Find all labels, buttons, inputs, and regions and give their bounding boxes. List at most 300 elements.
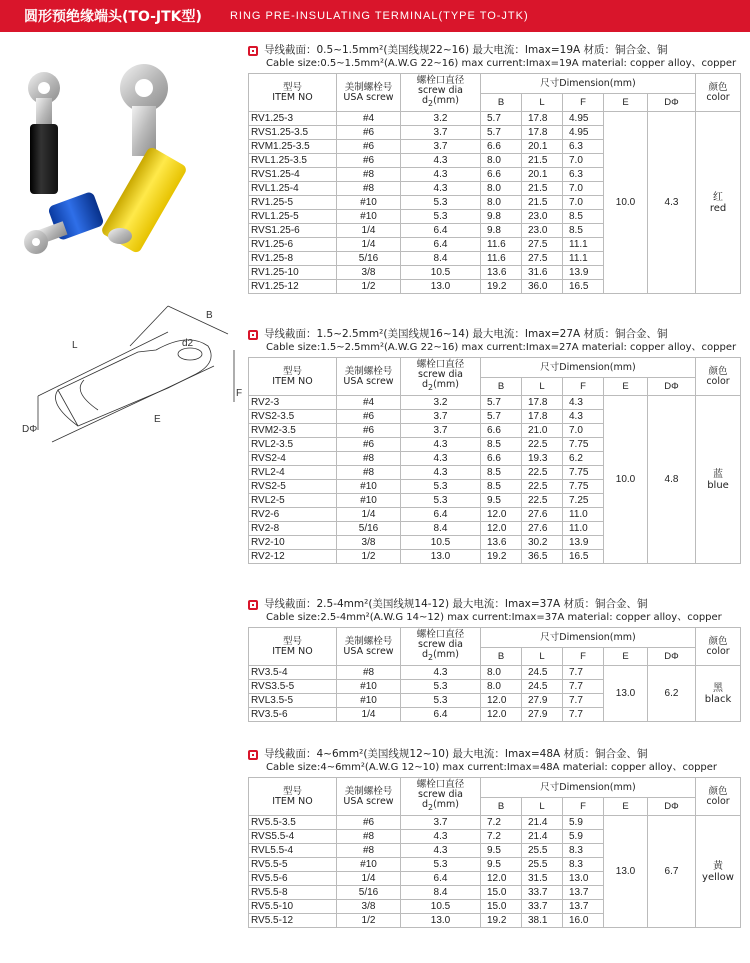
col-e-header: E — [604, 798, 648, 816]
cell-item-no: RV2-12 — [249, 550, 337, 564]
spec-table — [248, 627, 741, 722]
title-banner — [0, 0, 750, 32]
cell-screw-dia: 8.4 — [401, 886, 481, 900]
cell-dim-f: 7.25 — [563, 494, 604, 508]
col-item-header: 型号 ITEM NO — [249, 358, 337, 396]
cell-dim-l: 24.5 — [522, 666, 563, 680]
cell-dim-b: 7.2 — [481, 816, 522, 830]
cell-dim-b: 9.5 — [481, 844, 522, 858]
cell-dim-b: 8.0 — [481, 196, 522, 210]
cell-usa-screw: 5/16 — [337, 886, 401, 900]
col-d-header: DΦ — [648, 798, 696, 816]
cell-dim-f: 7.75 — [563, 480, 604, 494]
cell-dim-b: 8.0 — [481, 182, 522, 196]
cell-item-no: RV5.5-3.5 — [249, 816, 337, 830]
section-marker-icon — [248, 46, 258, 56]
col-b-header: B — [481, 648, 522, 666]
cell-screw-dia: 5.3 — [401, 210, 481, 224]
cell-dim-f: 7.0 — [563, 424, 604, 438]
cell-dim-f: 16.5 — [563, 280, 604, 294]
cell-screw-dia: 5.3 — [401, 680, 481, 694]
product-photo — [22, 58, 252, 263]
cell-dim-d: 4.3 — [648, 112, 696, 294]
col-item-header: 型号 ITEM NO — [249, 778, 337, 816]
cell-usa-screw: #6 — [337, 438, 401, 452]
cell-dim-f: 11.0 — [563, 508, 604, 522]
spec-line-cn: 导线截面：2.5-4mm²(美国线规14-12) 最大电流：Imax=37A 材质：铜合金、铜 — [264, 598, 648, 610]
cell-dim-b: 6.6 — [481, 424, 522, 438]
spec-section-1 — [248, 44, 740, 294]
cell-dim-l: 30.2 — [522, 536, 563, 550]
section-marker-icon — [248, 600, 258, 610]
cell-color — [696, 666, 741, 722]
cell-usa-screw: #8 — [337, 466, 401, 480]
cell-dim-l: 17.8 — [522, 410, 563, 424]
cell-usa-screw: #8 — [337, 666, 401, 680]
cell-dim-b: 5.7 — [481, 396, 522, 410]
spec-line-en: Cable size:4~6mm²(A.W.G 12~10) max current:Imax=48A material: copper alloy、copper — [266, 762, 718, 773]
cell-dim-l: 22.5 — [522, 466, 563, 480]
cell-dim-f: 16.5 — [563, 550, 604, 564]
col-l-header: L — [522, 798, 563, 816]
cell-dim-f: 7.7 — [563, 666, 604, 680]
cell-item-no: RVM1.25-3.5 — [249, 140, 337, 154]
title-en: RING PRE-INSULATING TERMINAL(TYPE TO-JTK) — [229, 10, 529, 22]
cell-dim-f: 13.9 — [563, 536, 604, 550]
cell-screw-dia: 8.4 — [401, 522, 481, 536]
color-cn: 黄 — [713, 860, 724, 872]
cell-item-no: RV1.25-5 — [249, 196, 337, 210]
cell-dim-b: 12.0 — [481, 872, 522, 886]
cell-dim-b: 19.2 — [481, 914, 522, 928]
cell-usa-screw: #10 — [337, 680, 401, 694]
cell-usa-screw: 5/16 — [337, 522, 401, 536]
cell-dim-l: 17.8 — [522, 396, 563, 410]
cell-item-no: RVS2-5 — [249, 480, 337, 494]
col-d-header: DΦ — [648, 648, 696, 666]
col-dia-header: 螺栓口直径 screw dia $d_2(mm)$ — [401, 778, 481, 816]
cell-dim-f: 5.9 — [563, 816, 604, 830]
col-item-header: 型号 ITEM NO — [249, 74, 337, 112]
cell-usa-screw: #8 — [337, 844, 401, 858]
spec-section-2 — [248, 328, 740, 564]
cell-usa-screw: #10 — [337, 210, 401, 224]
cell-dim-e: 13.0 — [604, 666, 648, 722]
cell-dim-l: 31.5 — [522, 872, 563, 886]
cell-dim-l: 22.5 — [522, 494, 563, 508]
cell-item-no: RV3.5-4 — [249, 666, 337, 680]
cell-dim-f: 13.7 — [563, 900, 604, 914]
section-marker-icon — [248, 750, 258, 760]
cell-usa-screw: #6 — [337, 126, 401, 140]
spec-header — [248, 44, 740, 70]
cell-screw-dia: 3.7 — [401, 816, 481, 830]
cell-dim-b: 5.7 — [481, 410, 522, 424]
cell-dim-b: 5.7 — [481, 112, 522, 126]
cell-dim-l: 25.5 — [522, 858, 563, 872]
spec-line-cn: 导线截面：4~6mm²(美国线规12~10) 最大电流：Imax=48A 材质：铜合金、铜 — [264, 748, 648, 760]
cell-usa-screw: 5/16 — [337, 252, 401, 266]
cell-dim-f: 4.3 — [563, 396, 604, 410]
cell-dim-l: 21.0 — [522, 424, 563, 438]
spec-header — [248, 748, 740, 774]
cell-item-no: RVM2-3.5 — [249, 424, 337, 438]
col-dia-header: 螺栓口直径 screw dia $d_2(mm)$ — [401, 74, 481, 112]
cell-item-no: RV5.5-6 — [249, 872, 337, 886]
section-marker-icon — [248, 330, 258, 340]
cell-screw-dia: 5.3 — [401, 196, 481, 210]
col-d-header: DΦ — [648, 378, 696, 396]
cell-screw-dia: 6.4 — [401, 238, 481, 252]
cell-screw-dia: 4.3 — [401, 168, 481, 182]
col-usa-header: 美制螺栓号 USA screw — [337, 628, 401, 666]
label-d: DΦ — [22, 424, 38, 435]
cell-dim-l: 33.7 — [522, 886, 563, 900]
black-terminal — [28, 72, 60, 194]
cell-dim-l: 27.6 — [522, 522, 563, 536]
cell-dim-f: 4.95 — [563, 126, 604, 140]
col-l-header: L — [522, 648, 563, 666]
cell-screw-dia: 3.7 — [401, 410, 481, 424]
cell-item-no: RV2-10 — [249, 536, 337, 550]
cell-color — [696, 816, 741, 928]
cell-item-no: RV1.25-6 — [249, 238, 337, 252]
cell-dim-d: 4.8 — [648, 396, 696, 564]
cell-usa-screw: #6 — [337, 816, 401, 830]
cell-usa-screw: #6 — [337, 424, 401, 438]
cell-screw-dia: 13.0 — [401, 550, 481, 564]
cell-item-no: RVL2-5 — [249, 494, 337, 508]
col-e-header: E — [604, 94, 648, 112]
cell-usa-screw: #8 — [337, 168, 401, 182]
spec-table — [248, 777, 741, 928]
cell-dim-f: 4.95 — [563, 112, 604, 126]
cell-screw-dia: 3.2 — [401, 112, 481, 126]
cell-dim-f: 7.7 — [563, 694, 604, 708]
col-usa-header: 美制螺栓号 USA screw — [337, 358, 401, 396]
cell-item-no: RVS3.5-5 — [249, 680, 337, 694]
cell-dim-b: 9.5 — [481, 494, 522, 508]
cell-screw-dia: 13.0 — [401, 280, 481, 294]
cell-item-no: RV1.25-8 — [249, 252, 337, 266]
cell-dim-b: 6.6 — [481, 452, 522, 466]
cell-dim-l: 17.8 — [522, 112, 563, 126]
cell-screw-dia: 6.4 — [401, 708, 481, 722]
cell-dim-b: 12.0 — [481, 508, 522, 522]
cell-item-no: RVS1.25-3.5 — [249, 126, 337, 140]
cell-dim-l: 27.9 — [522, 694, 563, 708]
col-b-header: B — [481, 378, 522, 396]
cell-usa-screw: 3/8 — [337, 900, 401, 914]
cell-dim-l: 17.8 — [522, 126, 563, 140]
cell-dim-l: 22.5 — [522, 438, 563, 452]
cell-usa-screw: #6 — [337, 410, 401, 424]
label-f: F — [236, 388, 243, 399]
cell-dim-b: 5.7 — [481, 126, 522, 140]
color-cn: 蓝 — [713, 468, 724, 480]
cell-dim-f: 8.3 — [563, 858, 604, 872]
cell-item-no: RVS1.25-6 — [249, 224, 337, 238]
cell-dim-f: 6.3 — [563, 168, 604, 182]
cell-screw-dia: 4.3 — [401, 452, 481, 466]
cell-dim-l: 36.0 — [522, 280, 563, 294]
col-item-header: 型号 ITEM NO — [249, 628, 337, 666]
spec-header — [248, 328, 740, 354]
cell-dim-l: 19.3 — [522, 452, 563, 466]
cell-usa-screw: #10 — [337, 480, 401, 494]
cell-screw-dia: 6.4 — [401, 508, 481, 522]
cell-item-no: RVL5.5-4 — [249, 844, 337, 858]
cell-dim-f: 16.0 — [563, 914, 604, 928]
spec-section-4 — [248, 748, 740, 928]
cell-dim-f: 6.2 — [563, 452, 604, 466]
cell-dim-b: 8.5 — [481, 480, 522, 494]
cell-dim-b: 6.6 — [481, 140, 522, 154]
label-e: E — [154, 414, 161, 425]
cell-dim-f: 7.0 — [563, 182, 604, 196]
cell-dim-b: 8.0 — [481, 666, 522, 680]
cell-dim-l: 21.5 — [522, 182, 563, 196]
table-row — [249, 396, 741, 410]
cell-usa-screw: #8 — [337, 830, 401, 844]
cell-dim-l: 27.5 — [522, 238, 563, 252]
col-dimension-header: 尺寸Dimension(mm) — [481, 74, 696, 94]
cell-dim-f: 8.3 — [563, 844, 604, 858]
col-d-header: DΦ — [648, 94, 696, 112]
cell-screw-dia: 6.4 — [401, 224, 481, 238]
cell-dim-l: 22.5 — [522, 480, 563, 494]
cell-dim-e: 13.0 — [604, 816, 648, 928]
cell-item-no: RV2-6 — [249, 508, 337, 522]
cell-screw-dia: 6.4 — [401, 872, 481, 886]
cell-usa-screw: 1/2 — [337, 914, 401, 928]
cell-dim-l: 23.0 — [522, 224, 563, 238]
cell-item-no: RV5.5-8 — [249, 886, 337, 900]
spec-line-cn: 导线截面：0.5~1.5mm²(美国线规22~16) 最大电流：Imax=19A 材质：铜合金、铜 — [264, 44, 668, 56]
cell-dim-f: 11.1 — [563, 252, 604, 266]
cell-item-no: RV3.5-6 — [249, 708, 337, 722]
cell-screw-dia: 4.3 — [401, 844, 481, 858]
spec-table — [248, 357, 741, 564]
cell-usa-screw: #10 — [337, 196, 401, 210]
cell-screw-dia: 4.3 — [401, 666, 481, 680]
col-dia-header: 螺栓口直径 screw dia $d_2(mm)$ — [401, 358, 481, 396]
col-color-header: 颜色 color — [696, 628, 741, 666]
cell-color — [696, 396, 741, 564]
cell-screw-dia: 4.3 — [401, 830, 481, 844]
cell-dim-b: 15.0 — [481, 900, 522, 914]
cell-screw-dia: 4.3 — [401, 438, 481, 452]
cell-screw-dia: 3.7 — [401, 126, 481, 140]
cell-item-no: RVS5.5-4 — [249, 830, 337, 844]
cell-usa-screw: 1/2 — [337, 550, 401, 564]
cell-dim-l: 23.0 — [522, 210, 563, 224]
col-usa-header: 美制螺栓号 USA screw — [337, 74, 401, 112]
cell-dim-f: 7.0 — [563, 196, 604, 210]
col-f-header: F — [563, 378, 604, 396]
cell-usa-screw: #6 — [337, 140, 401, 154]
cell-dim-f: 7.7 — [563, 680, 604, 694]
cell-item-no: RV5.5-10 — [249, 900, 337, 914]
cell-item-no: RVL1.25-4 — [249, 182, 337, 196]
spec-line-en: Cable size:0.5~1.5mm²(A.W.G 22~16) max current:Imax=19A material: copper alloy、copper — [266, 58, 737, 69]
cell-usa-screw: #10 — [337, 858, 401, 872]
cell-dim-l: 33.7 — [522, 900, 563, 914]
cell-usa-screw: 3/8 — [337, 536, 401, 550]
cell-item-no: RV1.25-3 — [249, 112, 337, 126]
cell-dim-b: 9.8 — [481, 210, 522, 224]
cell-dim-f: 7.7 — [563, 708, 604, 722]
cell-dim-l: 20.1 — [522, 168, 563, 182]
cell-dim-b: 12.0 — [481, 708, 522, 722]
cell-screw-dia: 10.5 — [401, 900, 481, 914]
cell-screw-dia: 3.7 — [401, 424, 481, 438]
cell-dim-b: 9.8 — [481, 224, 522, 238]
col-dimension-header: 尺寸Dimension(mm) — [481, 628, 696, 648]
cell-item-no: RV2-3 — [249, 396, 337, 410]
cell-item-no: RV2-8 — [249, 522, 337, 536]
color-en: blue — [707, 479, 729, 491]
cell-usa-screw: #4 — [337, 112, 401, 126]
cell-dim-b: 19.2 — [481, 280, 522, 294]
cell-dim-f: 6.3 — [563, 140, 604, 154]
cell-usa-screw: #10 — [337, 694, 401, 708]
col-b-header: B — [481, 798, 522, 816]
cell-usa-screw: #4 — [337, 396, 401, 410]
cell-dim-l: 27.9 — [522, 708, 563, 722]
yellow-terminal — [100, 64, 188, 254]
cell-dim-l: 31.6 — [522, 266, 563, 280]
cell-screw-dia: 4.3 — [401, 182, 481, 196]
col-e-header: E — [604, 648, 648, 666]
cell-dim-b: 13.6 — [481, 536, 522, 550]
cell-dim-f: 13.7 — [563, 886, 604, 900]
cell-usa-screw: 1/2 — [337, 280, 401, 294]
cell-dim-f: 8.5 — [563, 210, 604, 224]
cell-dim-b: 19.2 — [481, 550, 522, 564]
cell-dim-l: 21.5 — [522, 154, 563, 168]
color-cn: 黑 — [713, 682, 724, 694]
cell-dim-f: 11.1 — [563, 238, 604, 252]
spec-line-en: Cable size:1.5~2.5mm²(A.W.G 22~16) max current:Imax=27A material: copper alloy、copper — [266, 342, 737, 353]
cell-dim-l: 24.5 — [522, 680, 563, 694]
cell-item-no: RVS2-3.5 — [249, 410, 337, 424]
col-color-header: 颜色 color — [696, 358, 741, 396]
title-cn: 圆形预绝缘端头(TO-JTK型) — [24, 9, 202, 25]
cell-dim-f: 5.9 — [563, 830, 604, 844]
cell-dim-b: 8.0 — [481, 154, 522, 168]
cell-usa-screw: #8 — [337, 452, 401, 466]
cell-dim-f: 13.0 — [563, 872, 604, 886]
cell-item-no: RV5.5-5 — [249, 858, 337, 872]
cell-item-no: RVS1.25-4 — [249, 168, 337, 182]
cell-screw-dia: 5.3 — [401, 480, 481, 494]
cell-dim-l: 21.4 — [522, 830, 563, 844]
cell-usa-screw: #10 — [337, 494, 401, 508]
col-color-header: 颜色 color — [696, 778, 741, 816]
cell-screw-dia: 4.3 — [401, 154, 481, 168]
cell-dim-l: 21.5 — [522, 196, 563, 210]
cell-screw-dia: 5.3 — [401, 694, 481, 708]
color-en: yellow — [702, 871, 734, 883]
cell-dim-l: 21.4 — [522, 816, 563, 830]
cell-screw-dia: 3.7 — [401, 140, 481, 154]
cell-dim-b: 11.6 — [481, 238, 522, 252]
color-en: black — [704, 693, 732, 705]
cell-usa-screw: 1/4 — [337, 238, 401, 252]
cell-color — [696, 112, 741, 294]
col-f-header: F — [563, 798, 604, 816]
cell-dim-e: 10.0 — [604, 396, 648, 564]
cell-dim-f: 7.0 — [563, 154, 604, 168]
cell-usa-screw: #8 — [337, 182, 401, 196]
table-row — [249, 666, 741, 680]
cell-item-no: RVL2-4 — [249, 466, 337, 480]
col-dimension-header: 尺寸Dimension(mm) — [481, 358, 696, 378]
cell-dim-b: 12.0 — [481, 694, 522, 708]
cell-usa-screw: 3/8 — [337, 266, 401, 280]
table-row — [249, 112, 741, 126]
table-row — [249, 816, 741, 830]
cell-item-no: RVL2-3.5 — [249, 438, 337, 452]
cell-dim-b: 8.0 — [481, 680, 522, 694]
cell-item-no: RVL1.25-5 — [249, 210, 337, 224]
cell-screw-dia: 5.3 — [401, 858, 481, 872]
cell-dim-b: 8.5 — [481, 466, 522, 480]
dimension-diagram — [18, 292, 250, 462]
cell-dim-l: 27.5 — [522, 252, 563, 266]
cell-screw-dia: 3.2 — [401, 396, 481, 410]
col-usa-header: 美制螺栓号 USA screw — [337, 778, 401, 816]
cell-item-no: RVL1.25-3.5 — [249, 154, 337, 168]
col-l-header: L — [522, 94, 563, 112]
cell-dim-f: 13.9 — [563, 266, 604, 280]
cell-dim-b: 9.5 — [481, 858, 522, 872]
cell-dim-b: 7.2 — [481, 830, 522, 844]
col-e-header: E — [604, 378, 648, 396]
cell-screw-dia: 4.3 — [401, 466, 481, 480]
col-f-header: F — [563, 648, 604, 666]
col-f-header: F — [563, 94, 604, 112]
cell-screw-dia: 8.4 — [401, 252, 481, 266]
cell-item-no: RV5.5-12 — [249, 914, 337, 928]
cell-screw-dia: 10.5 — [401, 266, 481, 280]
label-l: L — [72, 340, 78, 351]
spec-line-en: Cable size:2.5-4mm²(A.W.G 14~12) max current:Imax=37A material: copper alloy、copper — [266, 612, 722, 623]
col-dimension-header: 尺寸Dimension(mm) — [481, 778, 696, 798]
blue-terminal — [24, 191, 105, 254]
cell-screw-dia: 13.0 — [401, 914, 481, 928]
cell-usa-screw: 1/4 — [337, 224, 401, 238]
cell-dim-b: 12.0 — [481, 522, 522, 536]
cell-dim-f: 11.0 — [563, 522, 604, 536]
label-d2: d2 — [182, 338, 194, 349]
cell-dim-l: 20.1 — [522, 140, 563, 154]
cell-screw-dia: 5.3 — [401, 494, 481, 508]
cell-dim-d: 6.2 — [648, 666, 696, 722]
col-color-header: 颜色 color — [696, 74, 741, 112]
label-b: B — [206, 310, 213, 321]
cell-usa-screw: 1/4 — [337, 872, 401, 886]
cell-dim-l: 25.5 — [522, 844, 563, 858]
cell-dim-l: 36.5 — [522, 550, 563, 564]
cell-usa-screw: #6 — [337, 154, 401, 168]
cell-dim-l: 27.6 — [522, 508, 563, 522]
cell-dim-f: 7.75 — [563, 438, 604, 452]
cell-dim-b: 13.6 — [481, 266, 522, 280]
spec-line-cn: 导线截面：1.5~2.5mm²(美国线规16~14) 最大电流：Imax=27A 材质：铜合金、铜 — [264, 328, 668, 340]
cell-item-no: RV1.25-12 — [249, 280, 337, 294]
